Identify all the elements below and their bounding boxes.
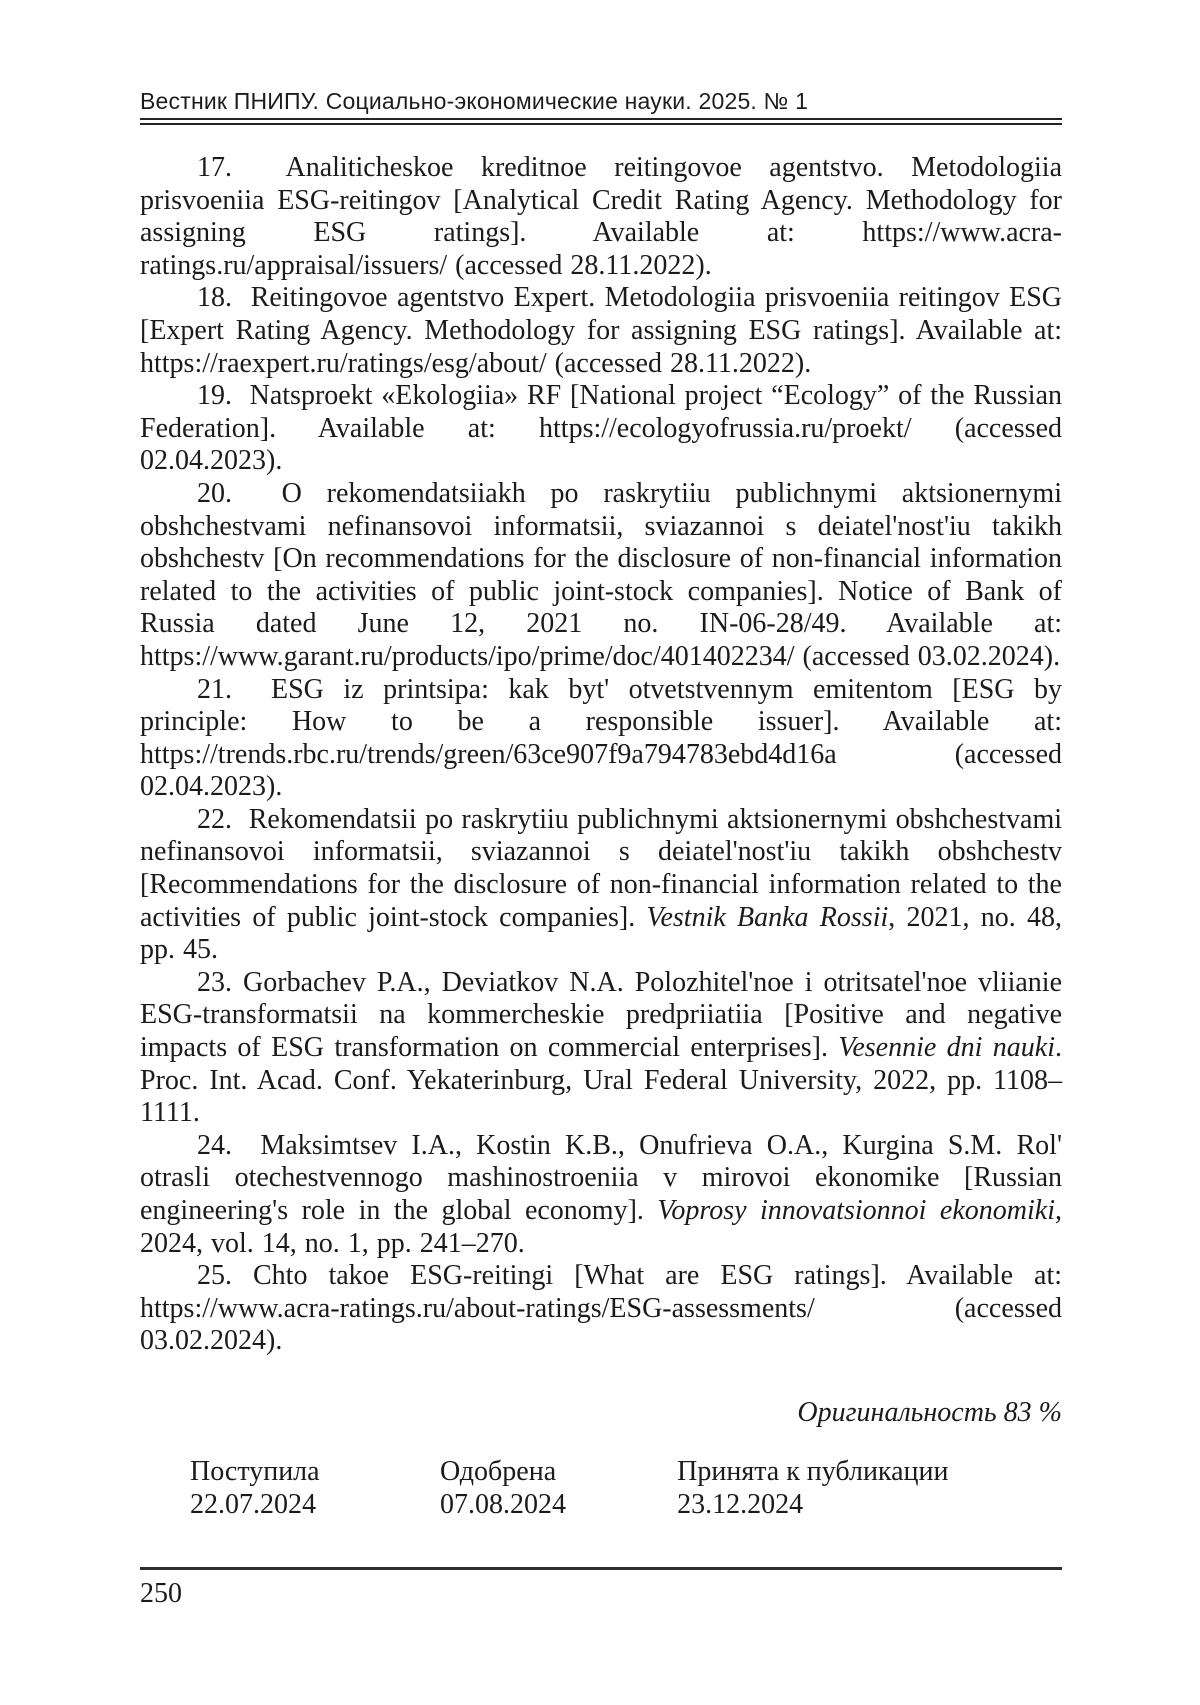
footer-rule: [140, 1567, 1062, 1570]
reference-text: 20. O rekomendatsiiakh po raskrytiiu publichnymi aktsionernymi obshchestvami nefinansovoi informatsii, sviazannoi s deiatel'nost'iu takikh obshchestv [On recommendations for the disclosure of non-financial information related to the activities of public joint-stock companies]. Notice of Bank of Russia dated June 12, 2021 no. IN-06-28/49. Available at: https://www.garant.ru/products/ipo/prime/doc/401402234/ (accessed 03.02.2024).: [140, 477, 1062, 672]
reference-item: [140, 1130, 1062, 1260]
reference-item: [140, 1260, 1062, 1358]
originality-note: Оригинальность 83 %: [797, 1396, 1062, 1428]
page-content: [140, 0, 1062, 1521]
reference-text: 25. Chto takoe ESG-reitingi [What are ESG ratings]. Available at: https://www.acra-ratings.ru/about-ratings/ESG-assessments/ (accessed 03.02.2024).: [140, 1260, 1062, 1357]
references-section: [140, 152, 1062, 1521]
reference-item: [140, 967, 1062, 1130]
reference-text: 22. Rekomendatsii po raskrytiiu publichnymi aktsionernymi obshchestvami nefinansovoi informatsii, sviazannoi s deiatel'nost'iu takikh obshchestv [Recommendations for the disclosure of non-financial information related to the activities of public joint-stock companies].: [140, 803, 1062, 933]
reference-source-italic: Voprosy innovatsionnoi ekonomiki: [657, 1195, 1055, 1226]
reference-item: [140, 380, 1062, 478]
reference-item: [140, 478, 1062, 674]
reference-text: , 2021, no. 48, pp. 45.: [140, 901, 1063, 966]
reference-source-italic: Vesennie dni nauki: [838, 1032, 1055, 1064]
article-dates: [140, 1455, 1062, 1521]
header-double-rule: [140, 118, 1062, 125]
reference-text: 21. ESG iz printsipa: kak byt' otvetstvennym emitentom [ESG by principle: How to be a responsible issuer]. Available at: https://trends.rbc.ru/trends/green/63ce907f9a794783ebd4d16a (accessed 02.04.2023).: [140, 673, 1062, 803]
reference-text: 17. Analiticheskoe kreditnoe reitingovoe agentstvo. Metodologiia prisvoeniia ESG-reitingov [Analytical Credit Rating Agency. Methodology for assigning ESG ratings]. Available at: https://www.acra-ratings.ru/appraisal/issuers/ (accessed 28.11.2022).: [140, 152, 1062, 281]
reference-item: [140, 804, 1062, 967]
page-footer: [140, 1567, 1062, 1610]
reference-text: , 2024, vol. 14, no. 1, pp. 241–270.: [140, 1195, 1062, 1259]
running-header: [140, 0, 1062, 125]
page-number: 250: [140, 1578, 182, 1609]
date-accepted: Принята к публикации 23.12.2024: [677, 1455, 949, 1520]
date-approved: Одобрена 07.08.2024: [439, 1455, 566, 1520]
date-received: Поступила 22.07.2024: [190, 1455, 320, 1520]
reference-text: 23. Gorbachev P.A., Deviatkov N.A. Polozhitel'noe i otritsatel'noe vliianie ESG-transformatsii na kommercheskie predpriiatiia [Positive and negative impacts of ESG transformation on commercial enterprises].: [140, 966, 1062, 1064]
reference-text: 19. Natsproekt «Ekologiia» RF [National project “Ecology” of the Russian Federation]. Available at: https://ecologyofrussia.ru/proekt/ (accessed 02.04.2023).: [140, 380, 1062, 477]
reference-item: [140, 282, 1062, 380]
reference-text: 18. Reitingovoe agentstvo Expert. Metodologiia prisvoeniia reitingov ESG [Expert Rating Agency. Methodology for assigning ESG ratings]. Available at: https://raexpert.ru/ratings/esg/about/ (accessed 28.11.2022).: [140, 282, 1062, 379]
reference-source-italic: Vestnik Banka Rossii: [646, 901, 889, 933]
reference-text: . Proc. Int. Acad. Conf. Yekaterinburg, Ural Federal University, 2022, pp. 1108–1111.: [140, 1032, 1062, 1129]
journal-running-title: Вестник ПНИПУ. Социально-экономические науки. 2025. № 1: [140, 88, 809, 114]
reference-item: [140, 152, 1062, 282]
reference-text: 24. Maksimtsev I.A., Kostin K.B., Onufrieva O.A., Kurgina S.M. Rol' otrasli otechestvennogo mashinostroeniia v mirovoi ekonomike [Russian engineering's role in the global economy].: [140, 1129, 1062, 1226]
reference-item: [140, 674, 1062, 804]
references-list: [140, 152, 1062, 1358]
